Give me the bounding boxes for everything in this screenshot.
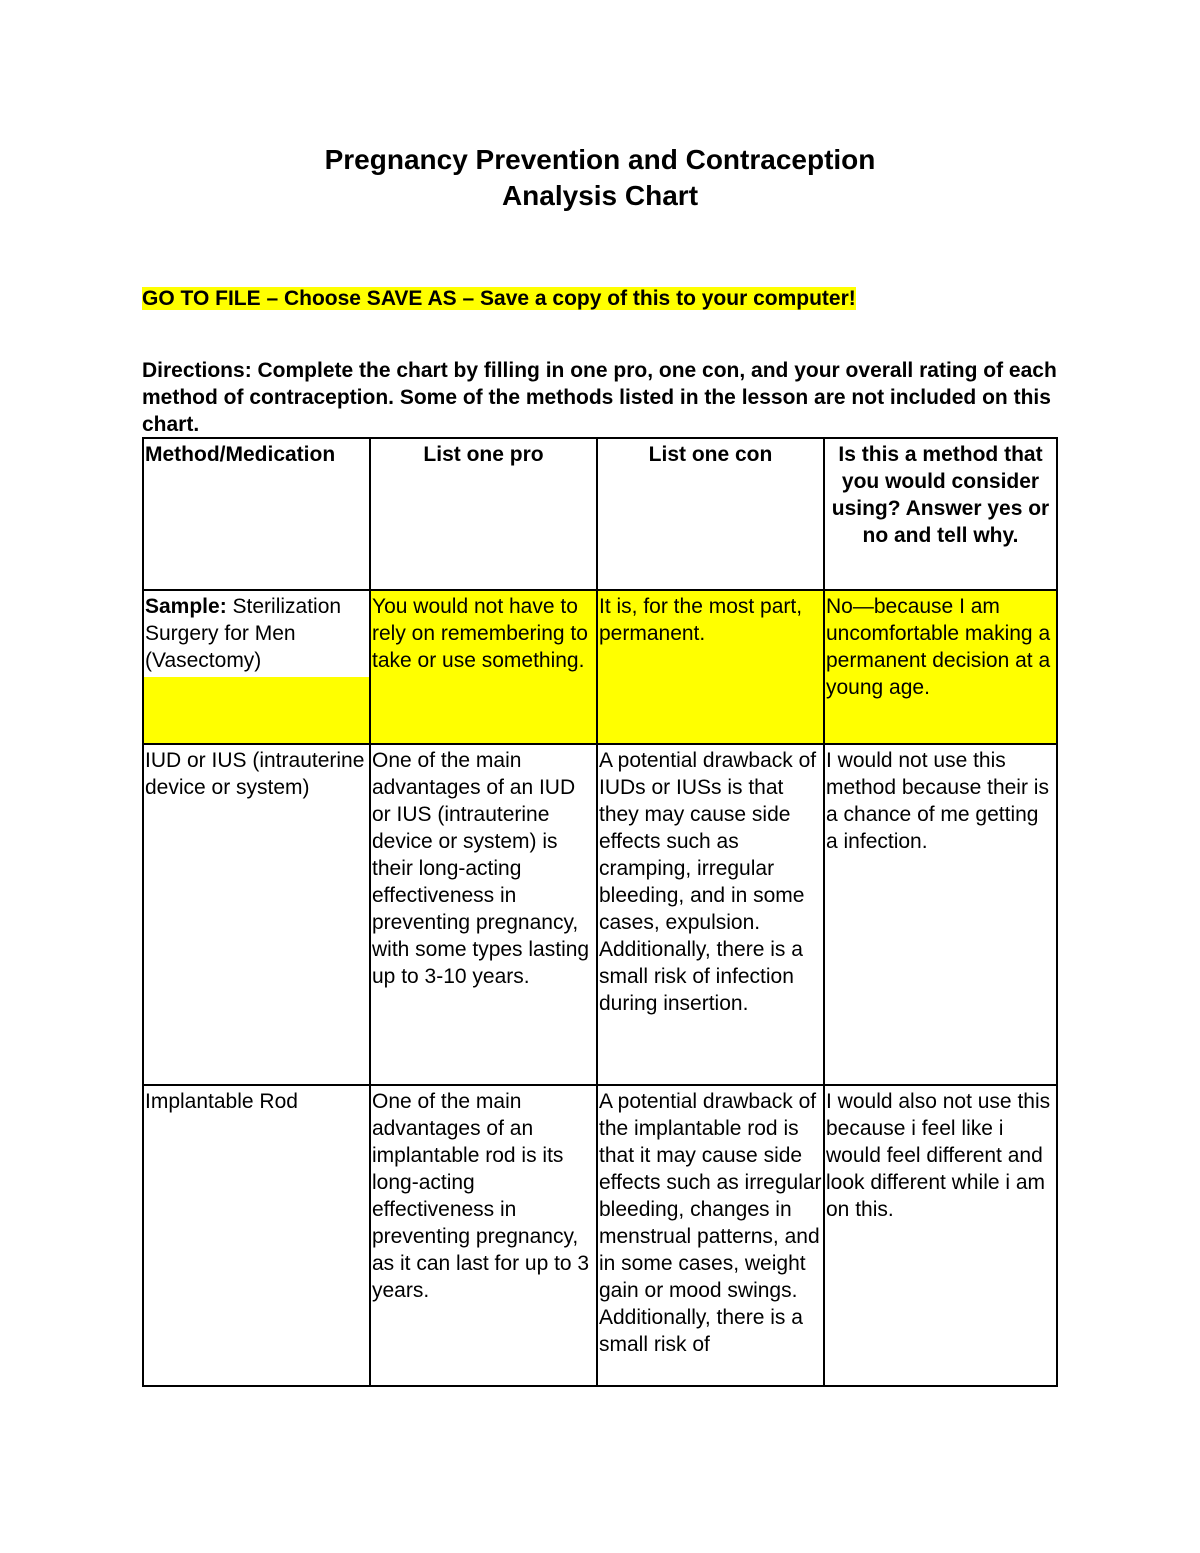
header-pro: List one pro — [370, 438, 597, 590]
save-instruction — [142, 285, 856, 313]
con-cell[interactable]: A potential drawback of the implantable rod is that it may cause side effects such as irregular bleeding, changes in menstrual patterns, and in some cases, weight gain or mood swings. Additionally, there is a small risk of — [597, 1085, 824, 1386]
pro-cell[interactable]: One of the main advantages of an IUD or IUS (intrauterine device or system) is their long-acting effectiveness in preventing pregnancy, with some types lasting up to 3-10 years. — [370, 744, 597, 1085]
method-cell: Implantable Rod — [143, 1085, 370, 1386]
pro-cell[interactable]: One of the main advantages of an implantable rod is its long-acting effectiveness in preventing pregnancy, as it can last for up to 3 years. — [370, 1085, 597, 1386]
sample-con-cell[interactable]: It is, for the most part, permanent. — [597, 590, 824, 744]
sample-pro-cell[interactable]: You would not have to rely on remembering to take or use something. — [370, 590, 597, 744]
con-cell[interactable]: A potential drawback of IUDs or IUSs is that they may cause side effects such as cramping, irregular bleeding, and in some cases, expulsion. Additionally, there is a small risk of infection during insertion. — [597, 744, 824, 1085]
table-row — [143, 1085, 1057, 1386]
directions-text: Directions: Complete the chart by filling in one pro, one con, and your overall rating of each method of contraception. Some of the methods listed in the lesson are not included on this chart. — [142, 359, 1057, 436]
save-instruction-text: GO TO FILE – Choose SAVE AS – Save a copy of this to your computer! — [142, 287, 856, 310]
page-title: Pregnancy Prevention and Contraception — [324, 144, 876, 175]
page-subtitle: Analysis Chart — [501, 180, 699, 211]
sample-method-cell — [143, 590, 370, 744]
table-row — [143, 744, 1057, 1085]
header-consider: Is this a method that you would consider using? Answer yes or no and tell why. — [824, 438, 1057, 590]
sample-consider-cell[interactable]: No—because I am uncomfortable making a permanent decision at a young age. — [824, 590, 1057, 744]
consider-cell[interactable]: I would not use this method because their is a chance of me getting a infection. — [824, 744, 1057, 1085]
header-row — [143, 438, 1057, 590]
sample-label: Sample: — [145, 595, 227, 618]
sample-method: Sterilization Surgery for Men (Vasectomy) — [145, 595, 342, 672]
header-con: List one con — [597, 438, 824, 590]
method-cell: IUD or IUS (intrauterine device or system) — [143, 744, 370, 1085]
sample-row — [143, 590, 1057, 744]
header-method: Method/Medication — [143, 438, 370, 590]
consider-cell[interactable]: I would also not use this because i feel like i would feel different and look different while i am on this. — [824, 1085, 1057, 1386]
analysis-chart-table — [142, 437, 1058, 1387]
sample-highlight — [144, 677, 369, 743]
